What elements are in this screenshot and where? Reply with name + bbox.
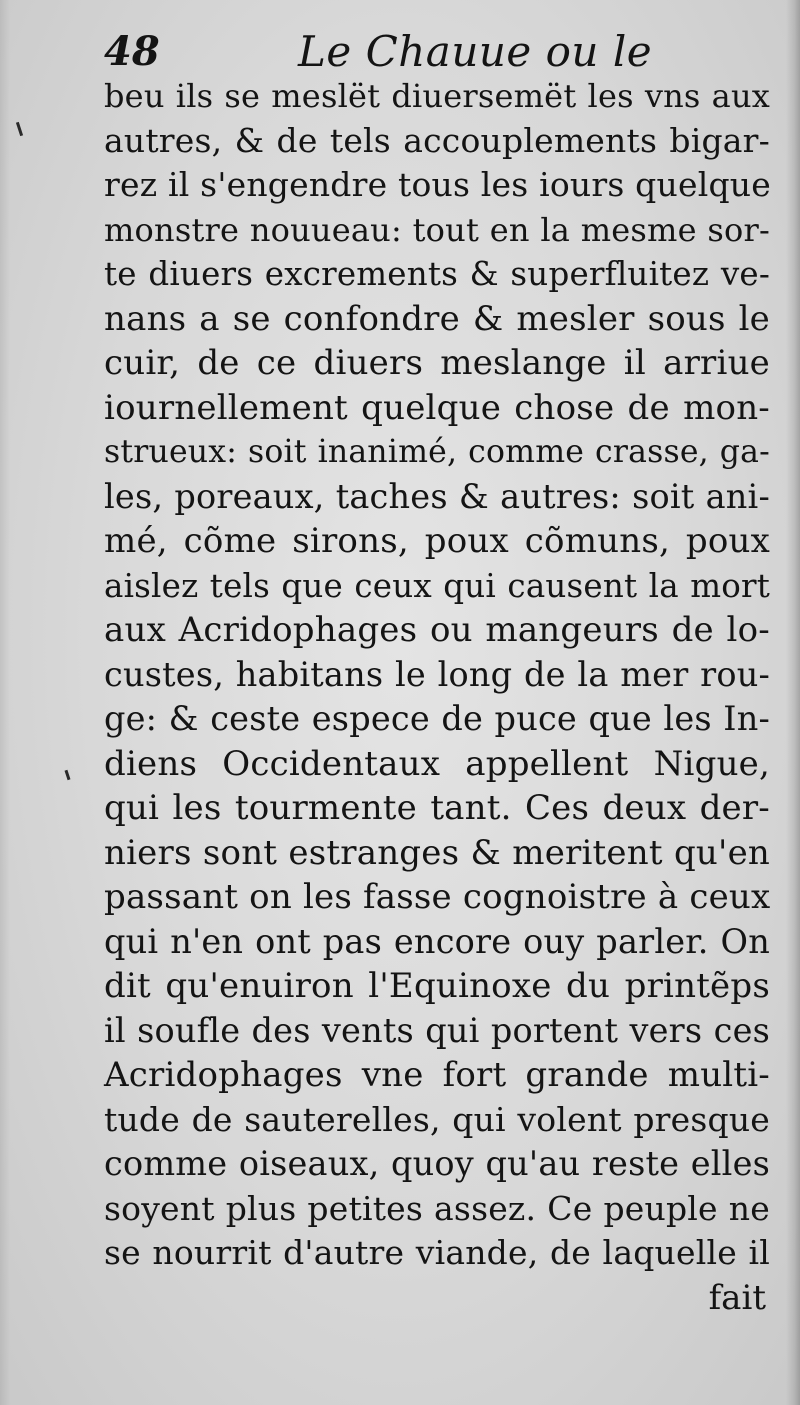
text-line: monstre nouueau: tout en la mesme sor- — [104, 210, 770, 249]
text-line: les, poreaux, taches & autres: soit ani- — [104, 476, 770, 516]
ink-speck — [16, 122, 23, 136]
body-text — [104, 74, 770, 1320]
text-line: te diuers excrements & superfluitez ve- — [104, 255, 770, 293]
text-line: soyent plus petites assez. Ce peuple ne — [104, 1188, 770, 1228]
text-line: custes, habitans le long de la mer rou- — [104, 654, 770, 694]
text-line: Acridophages vne fort grande multi- — [104, 1055, 770, 1095]
text-line: nans a se confondre & mesler sous le — [104, 298, 770, 339]
text-line: cuir, de ce diuers meslange il arriue — [104, 343, 770, 383]
text-line: comme oiseaux, quoy qu'au reste elles — [104, 1144, 770, 1183]
text-line: qui les tourmente tant. Ces deux der- — [104, 788, 770, 828]
text-line: iournellement quelque chose de mon- — [104, 387, 770, 428]
catchword: fait — [708, 1277, 766, 1318]
text-line: ge: & ceste espece de puce que les In- — [104, 699, 770, 738]
text-line: mé, cõme sirons, poux cõmuns, poux — [104, 521, 770, 561]
running-title: Le Chauue ou le — [298, 27, 653, 76]
text-line: strueux: soit inanimé, comme crasse, ga- — [104, 434, 770, 470]
page-left-shadow — [0, 0, 10, 1405]
page-number: 48 — [104, 28, 160, 75]
text-line: tude de sauterelles, qui volent presque — [104, 1099, 770, 1139]
ink-speck — [65, 770, 71, 780]
page-header — [104, 16, 664, 80]
text-line: autres, & de tels accouplements bigar- — [104, 120, 770, 160]
text-line: niers sont estranges & meritent qu'en — [104, 832, 770, 873]
text-line: dit qu'enuiron l'Equinoxe du printẽps — [104, 966, 770, 1006]
text-line: passant on les fasse cognoistre à ceux — [104, 877, 771, 917]
text-line: se nourrit d'autre viande, de laquelle il — [104, 1233, 770, 1272]
text-line: beu ils se meslët diuersemët les vns aux — [104, 77, 770, 115]
text-line: qui n'en ont pas encore ouy parler. On — [104, 921, 770, 961]
text-line: aux Acridophages ou mangeurs de lo- — [104, 610, 770, 650]
text-line: aislez tels que ceux qui causent la mort — [104, 566, 770, 605]
page-right-shadow — [786, 0, 800, 1405]
text-line: diens Occidentaux appellent Nigue, — [104, 743, 770, 784]
text-line: il soufle des vents qui portent vers ces — [104, 1010, 770, 1050]
text-line: rez il s'engendre tous les iours quelque — [104, 165, 771, 204]
